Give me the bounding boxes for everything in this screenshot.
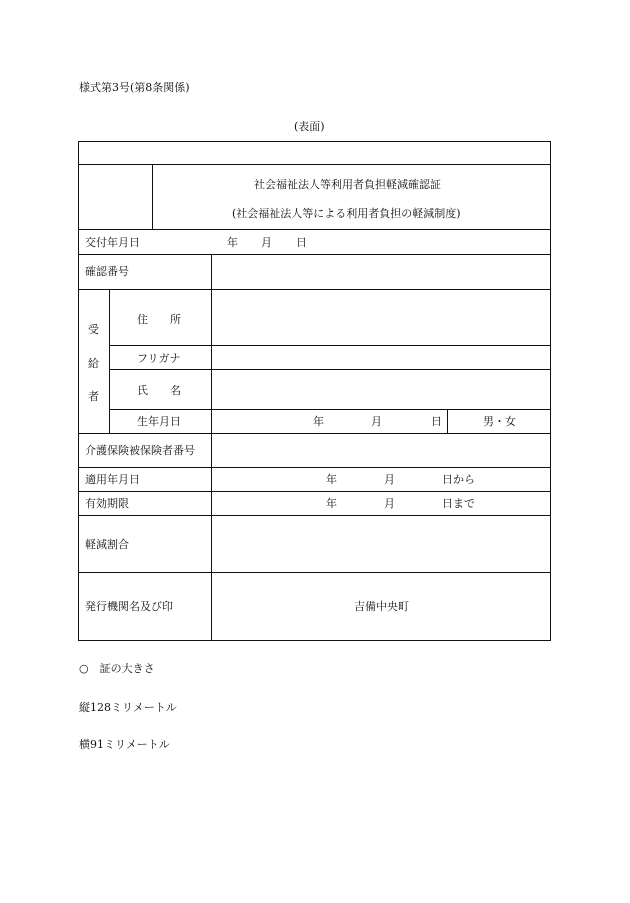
certificate-subtitle: (社会福祉法人等による利用者負担の軽減制度) <box>232 207 461 220</box>
confirm-number-label: 確認番号 <box>85 265 129 278</box>
birth-date-label: 生年月日 <box>137 415 181 428</box>
size-height: 縦128ミリメートル <box>79 701 177 714</box>
valid-until-month: 月 <box>384 497 395 510</box>
insured-number-label: 介護保険被保険者番号 <box>85 444 195 457</box>
issue-date-day: 日 <box>296 236 307 249</box>
issue-date-month: 月 <box>261 236 272 249</box>
apply-date-month: 月 <box>384 473 395 486</box>
row-divider <box>109 409 550 410</box>
row-divider <box>79 491 550 492</box>
row-divider <box>79 515 550 516</box>
size-heading: ○ 証の大きさ <box>79 662 155 675</box>
size-width: 横91ミリメートル <box>79 738 170 751</box>
issue-date-year: 年 <box>227 236 238 249</box>
valid-until-day: 日まで <box>442 497 475 510</box>
row-divider <box>79 433 550 434</box>
birth-year: 年 <box>313 415 324 428</box>
issue-date-label: 交付年月日 <box>85 236 140 249</box>
apply-date-year: 年 <box>326 473 337 486</box>
col-divider <box>447 409 448 433</box>
row-divider <box>79 164 550 165</box>
gender-field: 男・女 <box>483 415 516 428</box>
col-divider <box>109 289 110 433</box>
col-divider <box>211 254 212 640</box>
row-divider <box>79 229 550 230</box>
row-divider <box>109 369 550 370</box>
row-divider <box>79 467 550 468</box>
recipient-char-2: 給 <box>88 357 99 370</box>
valid-until-label: 有効期限 <box>85 497 129 510</box>
side-label: (表面) <box>294 120 325 133</box>
name-label: 氏 名 <box>137 384 181 397</box>
furigana-label: フリガナ <box>137 352 181 365</box>
recipient-char-3: 者 <box>88 390 99 403</box>
birth-day: 日 <box>431 415 442 428</box>
issuer-name: 吉備中央町 <box>354 600 409 613</box>
certificate-title: 社会福祉法人等利用者負担軽減確認証 <box>254 178 441 191</box>
row-divider <box>109 345 550 346</box>
form-number: 様式第3号(第8条関係) <box>79 81 190 94</box>
apply-date-day: 日から <box>442 473 475 486</box>
col-divider <box>152 164 153 229</box>
certificate-form <box>78 141 551 641</box>
issuer-label: 発行機関名及び印 <box>85 600 173 613</box>
birth-month: 月 <box>371 415 382 428</box>
reduction-rate-label: 軽減割合 <box>85 538 129 551</box>
recipient-char-1: 受 <box>88 323 99 336</box>
address-label: 住 所 <box>137 313 181 326</box>
row-divider <box>79 572 550 573</box>
valid-until-year: 年 <box>326 497 337 510</box>
apply-date-label: 適用年月日 <box>85 473 140 486</box>
row-divider <box>79 254 550 255</box>
row-divider <box>79 289 550 290</box>
